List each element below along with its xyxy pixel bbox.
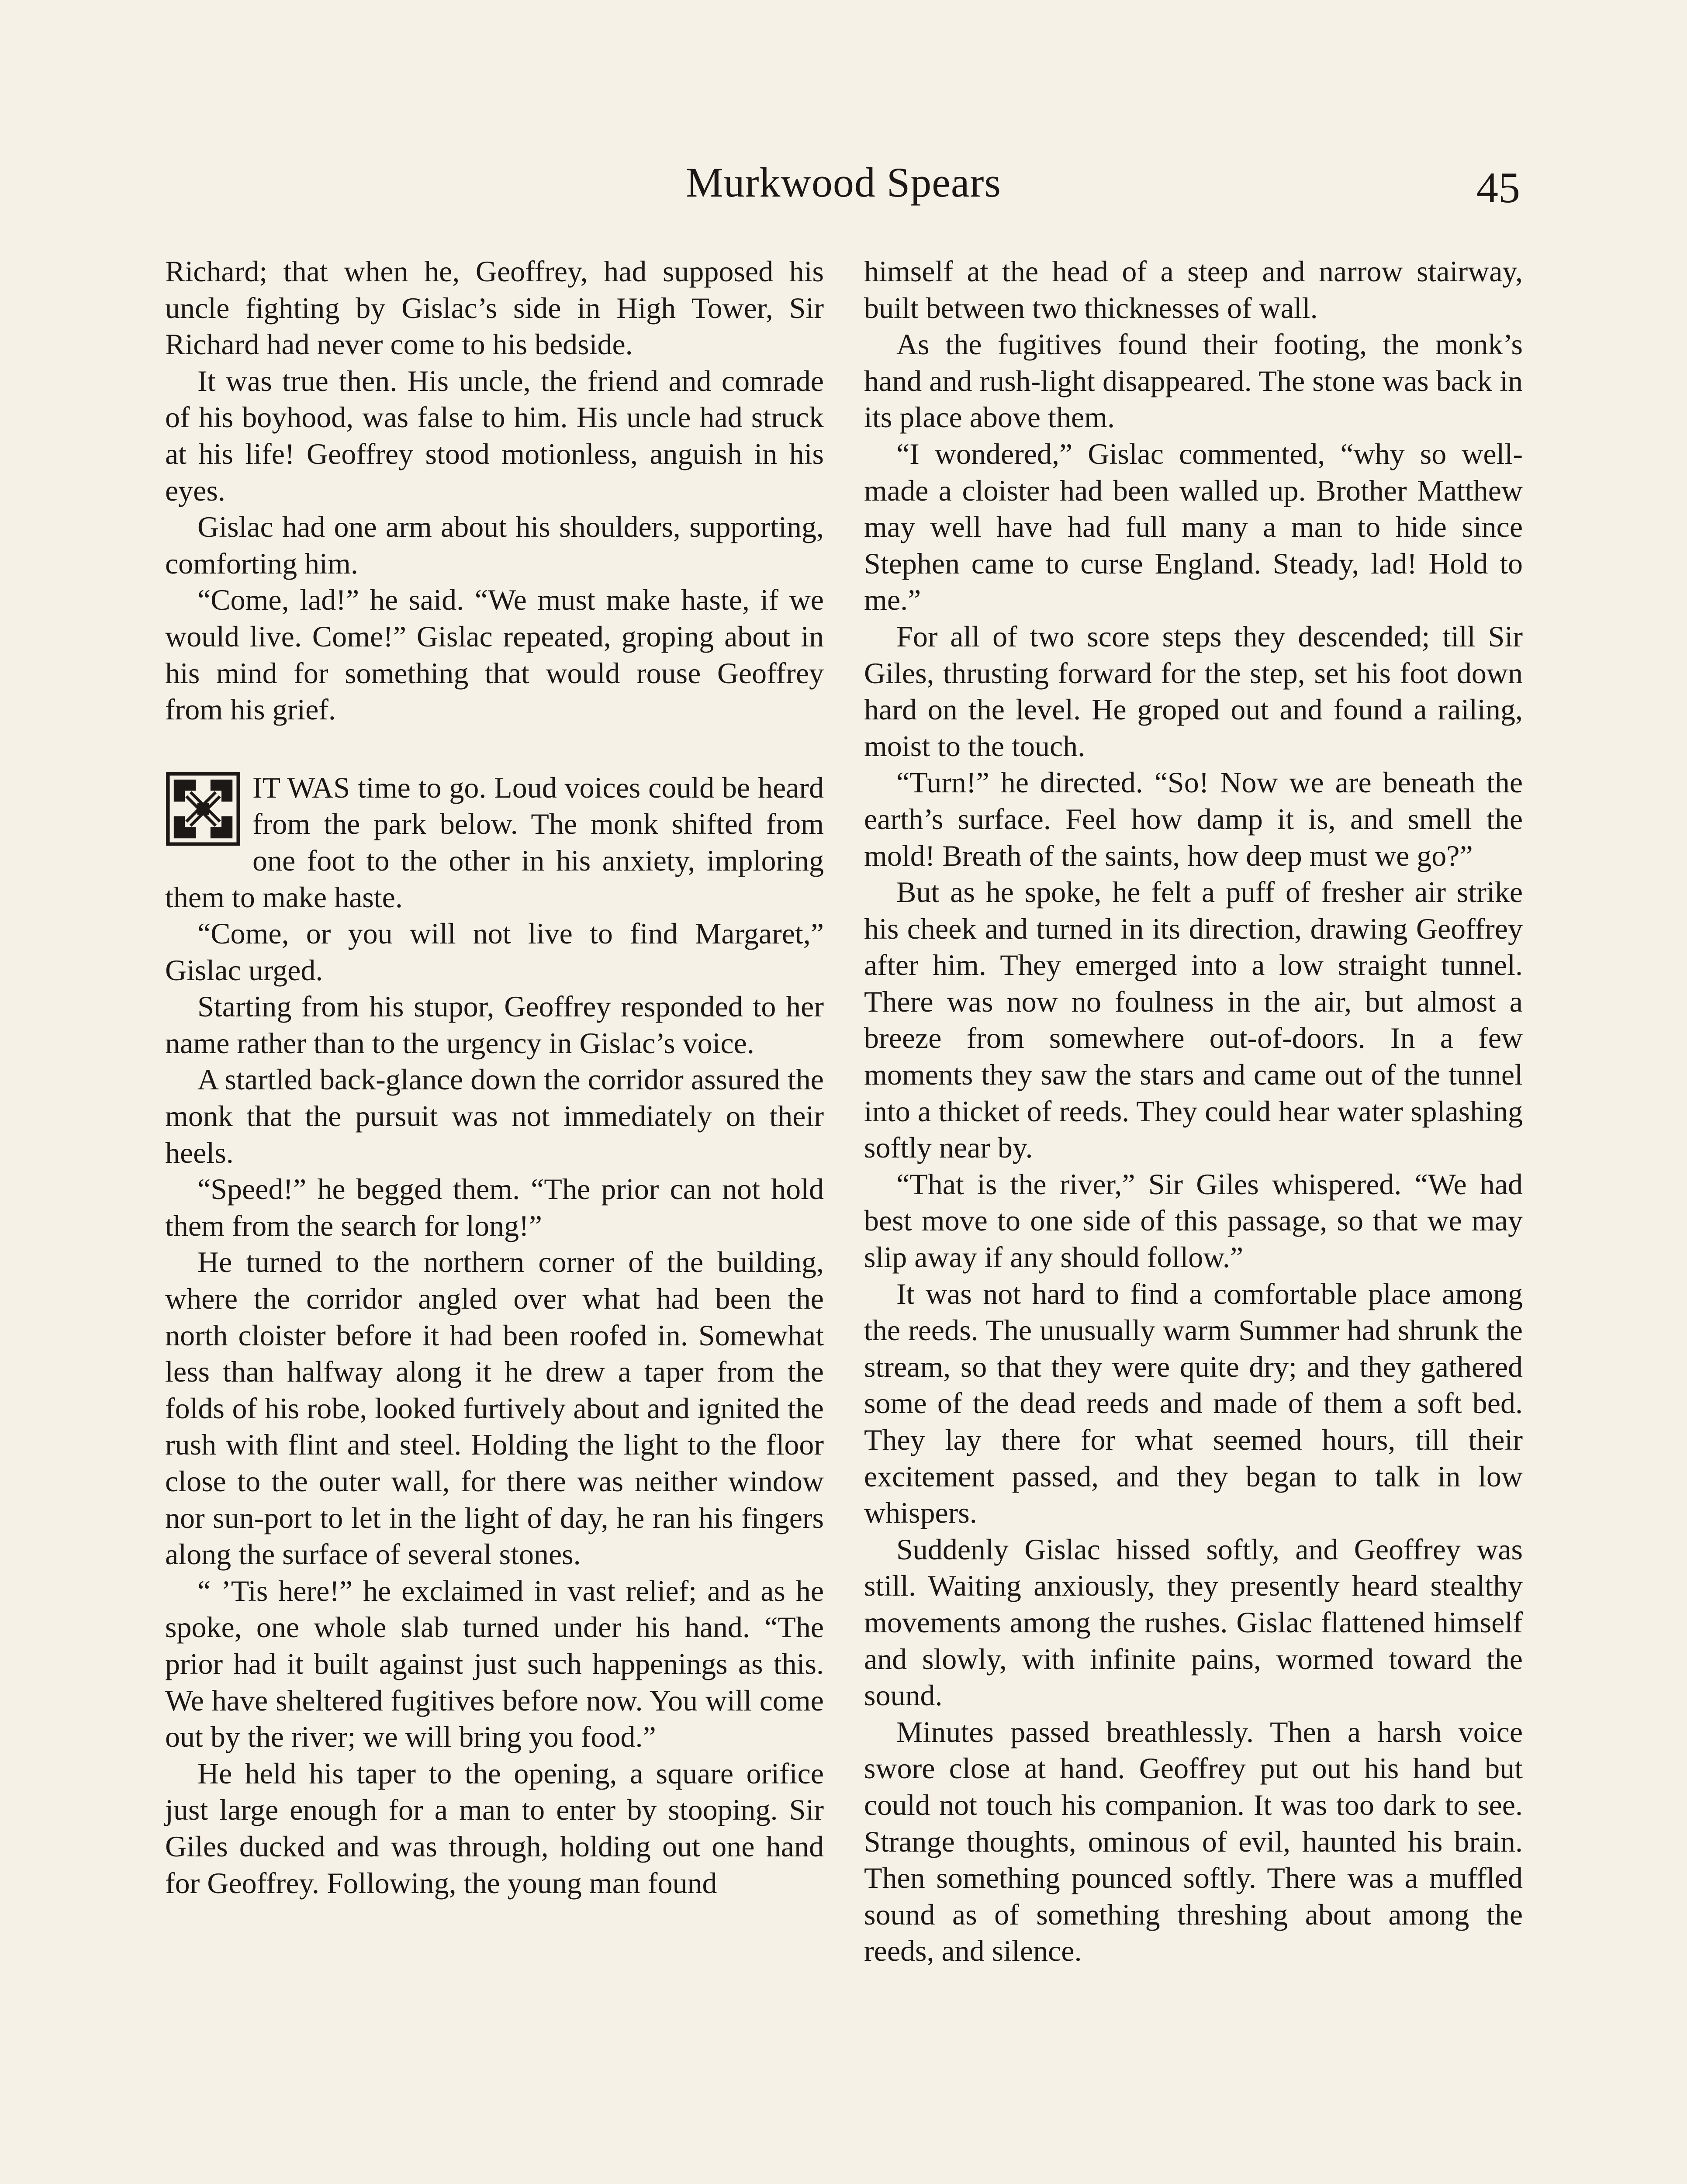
paragraph: He turned to the northern corner of the building, where the corridor angled over what had been the north cloister before it had been roofed in. Somewhat less than halfway along it he drew a taper from the folds of his robe, looked furtively about and ignited the rush with flint and steel. Holding the light to the floor close to the outer wall, for there was neither window nor sun-port to let in the light of day, he ran his fingers along the surface of several stones. [165,1245,824,1571]
paragraph: As the fugitives found their footing, the monk’s hand and rush-light disappeared. The stone was back in its place above them. [864,328,1523,434]
right-column [864,253,1523,1970]
paragraph: It was not hard to find a comfortable place among the reeds. The unusually warm Summer had shrunk the stream, so that they were quite dry; and they gathered some of the dead reeds and made of them a soft bed. They lay there for what seemed hours, till their excitement passed, and they began to talk in low whispers. [864,1277,1523,1530]
section-opening [165,770,824,916]
paragraph: “I wondered,” Gislac commented, “why so well-made a cloister had been walled up. Brother Matthew may well have had full many a man to hide since Stephen came to curse England. Steady, lad! Hold to me.” [864,437,1523,617]
paragraph: IT WAS time to go. Loud voices could be heard from the park below. The monk shifted from one foot to the other in his anxiety, imploring them to make haste. [165,771,824,914]
page-number: 45 [1476,163,1520,212]
running-header-title: Murkwood Spears [686,159,1001,206]
paragraph: Richard; that when he, Geoffrey, had supposed his uncle fighting by Gislac’s side in High Tower, Sir Richard had never come to his bedside. [165,255,824,361]
paragraph: Gislac had one arm about his shoulders, supporting, comforting him. [165,510,824,580]
paragraph: himself at the head of a steep and narrow stairway, built between two thicknesses of wall. [864,255,1523,325]
paragraph: He held his taper to the opening, a square orifice just large enough for a man to enter by stooping. Sir Giles ducked and was through, holding out one hand for Geoffrey. Following, the young man found [165,1756,824,1900]
paragraph: “That is the river,” Sir Giles whispered. “We had best move to one side of this passage, so that we may slip away if any should follow.” [864,1167,1523,1274]
paragraph: “Come, or you will not live to find Margaret,” Gislac urged. [165,917,824,987]
paragraph: Minutes passed breathlessly. Then a harsh voice swore close at hand. Geoffrey put out his hand but could not touch his companion. It was too dark to see. Strange thoughts, ominous of evil, haunted his brain. Then something pounced softly. There was a muffled sound as of something threshing about among the reeds, and silence. [864,1715,1523,1968]
paragraph: For all of two score steps they descended; till Sir Giles, thrusting forward for the step, set his foot down hard on the level. He groped out and found a railing, moist to the touch. [864,619,1523,763]
paragraph: A startled back-glance down the corridor assured the monk that the pursuit was not immediately on their heels. [165,1063,824,1169]
paragraph: “Come, lad!” he said. “We must make haste, if we would live. Come!” Gislac repeated, groping about in his mind for something that would rouse Geoffrey from his grief. [165,583,824,726]
paragraph: “Turn!” he directed. “So! Now we are beneath the earth’s surface. Feel how damp it is, and smell the mold! Breath of the saints, how deep must we go?” [864,766,1523,872]
paragraph: It was true then. His uncle, the friend and comrade of his boyhood, was false to him. His uncle had struck at his life! Geoffrey stood motionless, anguish in his eyes. [165,364,824,507]
paragraph: “Speed!” he begged them. “The prior can not hold them from the search for long!” [165,1172,824,1242]
section-break [165,728,824,770]
paragraph: “ ’Tis here!” he exclaimed in vast relief; and as he spoke, one whole slab turned under his hand. “The prior had it built against just such happenings as this. We have sheltered fugitives before now. You will come out by the river; we will bring you food.” [165,1574,824,1754]
paragraph: Suddenly Gislac hissed softly, and Geoffrey was still. Waiting anxiously, they presently heard stealthy movements among the rushes. Gislac flattened himself and slowly, with infinite pains, wormed toward the sound. [864,1532,1523,1712]
left-column [165,253,824,1901]
paragraph: But as he spoke, he felt a puff of fresher air strike his cheek and turned in its direction, drawing Geoffrey after him. They emerged into a low straight tunnel. There was now no foulness in the air, but almost a breeze from somewhere out-of-doors. In a few moments they saw the stars and came out of the tunnel into a thicket of reeds. They could hear water splashing softly near by. [864,875,1523,1165]
paragraph: Starting from his stupor, Geoffrey responded to her name rather than to the urgency in Gislac’s voice. [165,990,824,1060]
celtic-knot-ornament-icon [165,772,241,846]
